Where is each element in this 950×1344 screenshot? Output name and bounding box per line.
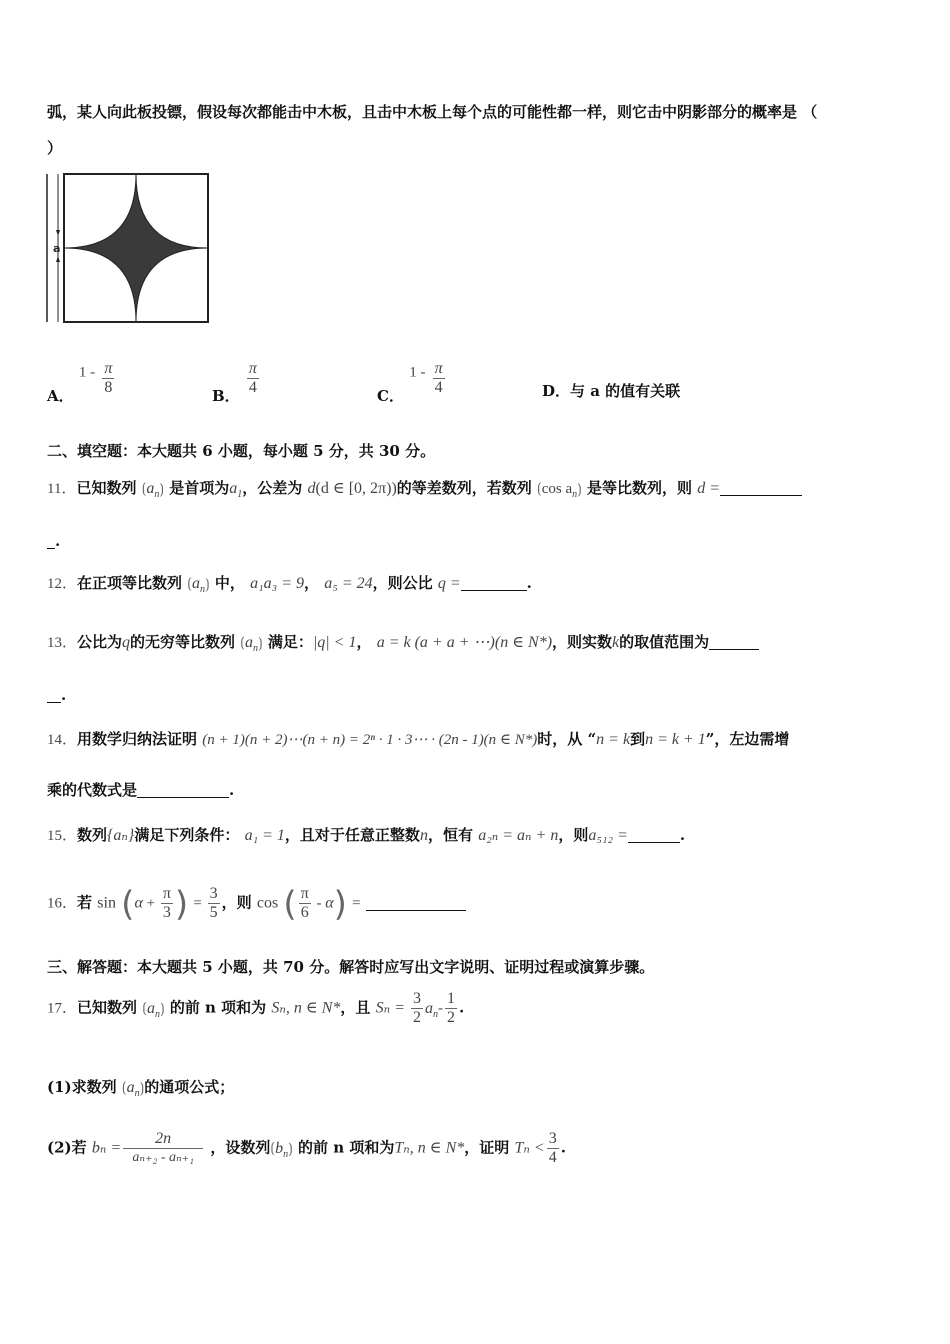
astroid-shaded-diagram — [44, 170, 214, 326]
q14-answer-blank — [137, 783, 229, 798]
q17-number: 17． — [47, 1000, 78, 1017]
question-17: 17．已知数列 $⟮a_n⟯$ 的前 n 项和为 Sₙ, n ∈ N*，且 Sₙ = $\frac{3}{2}$ $a_n-$ $\frac{1}{2}$ . — [47, 990, 465, 1026]
q15-condition-2: a₂ₙ = aₙ + n — [478, 827, 559, 844]
figure-label-a: a — [53, 242, 61, 255]
q13-answer-blank — [709, 635, 759, 650]
question-13-cont: . — [47, 684, 904, 706]
q15-answer-blank — [628, 828, 680, 843]
arrow-down-icon — [56, 230, 60, 236]
part-1-label: (1) — [47, 1078, 72, 1096]
part-2-label: (2) — [47, 1138, 72, 1157]
question-16: 16．若 sin (α + $\frac{\pi}{3}$ ) = $\frac{3}{5}$ ，则 cos ( $\frac{\pi}{6}$ - α) = — [47, 885, 904, 935]
q12-condition-2: a₅ = 24 — [324, 575, 373, 592]
option-b — [212, 360, 261, 406]
option-a — [47, 360, 116, 406]
q13-condition-1: |q| < 1 — [312, 634, 357, 651]
p2-inequality: Tₙ < — [514, 1139, 545, 1157]
q11-number: 11． — [47, 481, 77, 497]
option-b-numerator: π — [248, 360, 257, 377]
q16-sin: sin — [97, 894, 116, 912]
option-c-denominator: 4 — [434, 379, 443, 396]
part-2: (2)若 bₙ = $\frac{2n}{\text{aₙ₊₂ - aₙ₊₁}}$ ，设数列$⟮b_n⟯$ 的前 n 项和为Tₙ, n ∈ N*，证明 Tₙ < $\frac{3}{4}$ . — [47, 1130, 566, 1166]
question-11: 11．已知数列 $⟮a_n⟯$ 是首项为$a_1$，公差为 d(d ∈ [0, 2π))的等差数列，若数列 ⟮cos $a_n⟯$ 是等比数列，则 d = — [47, 477, 904, 506]
q15-number: 15． — [47, 828, 78, 844]
option-a-label: A． — [47, 386, 74, 405]
q13-number: 13． — [47, 635, 78, 651]
question-14-cont: 乘的代数式是 . — [47, 781, 235, 799]
option-c — [377, 360, 447, 406]
q11-answer-blank — [720, 481, 802, 496]
intro-line-1: 弧，某人向此板投镖，假设每次都能击中木板，且击中木板上每个点的可能性都一样，则它击中阴影部分的概率是 （ — [47, 103, 818, 121]
option-d: D．与 a 的值有关联 — [542, 382, 681, 400]
q17-sum-formula: Sₙ = — [375, 999, 409, 1017]
section-2-title: 二、填空题：本大题共 6 小题，每小题 5 分，共 30 分。 — [47, 442, 436, 460]
q15-target: a₅₁₂ = — [588, 827, 628, 844]
option-a-denominator: 8 — [104, 379, 113, 396]
intro-line-2: ） — [47, 139, 63, 157]
q13-domain: (n ∈ N*) — [494, 634, 553, 651]
part-1: (1)求数列 $⟮a_n⟯$的通项公式； — [47, 1078, 235, 1099]
option-a-prefix: 1 - — [78, 364, 96, 381]
square-board-figure — [44, 170, 214, 330]
q12-q-equals: q = — [437, 575, 461, 592]
q12-answer-blank — [461, 576, 527, 591]
q12-number: 12． — [47, 576, 78, 592]
q16-number: 16． — [47, 895, 78, 912]
option-c-label: C． — [377, 386, 404, 405]
option-b-denominator: 4 — [248, 379, 257, 396]
q16-answer-blank — [366, 896, 466, 911]
question-14: 14．用数学归纳法证明 (n + 1)(n + 2)⋯(n + n) = 2ⁿ · 1 · 3⋯ · (2n - 1)(n ∈ N*)时，从 “n = k到n = k + 1”，左边需增 — [47, 730, 790, 748]
q15-condition-1: a₁ = 1 — [244, 827, 285, 844]
question-11-cont: . — [47, 530, 904, 552]
option-c-numerator: π — [434, 360, 443, 377]
p2-b-def: bₙ = — [91, 1139, 122, 1157]
q14-identity: (n + 1)(n + 2)⋯(n + n) = 2ⁿ · 1 · 3⋯ · (2n - 1)(n ∈ N*) — [202, 732, 538, 748]
question-13: 13．公比为q的无穷等比数列 $⟮a_n⟯$ 满足：|q| < 1， a = k (a + a + ⋯)(n ∈ N*)，则实数k的取值范围为 — [47, 631, 904, 660]
q13-condition-2: a = k (a + a + ⋯) — [376, 634, 495, 651]
q17-sum-def: Sₙ, n ∈ N* — [271, 999, 341, 1017]
q11-cos-term: cos a — [541, 481, 573, 497]
q12-condition-1: a₁a₃ = 9 — [250, 575, 304, 592]
arrow-up-icon — [56, 256, 60, 262]
question-12: 12．在正项等比数列 $⟮a_n⟯$ 中， a₁a₃ = 9， a₅ = 24，则公比 q = . — [47, 574, 532, 595]
option-b-label: B． — [212, 386, 240, 405]
q14-number: 14． — [47, 732, 78, 748]
q16-cos: cos — [256, 894, 279, 912]
question-15: 15．数列{aₙ}满足下列条件： a₁ = 1，且对于任意正整数n，恒有 a₂ₙ = aₙ + n，则a₅₁₂ = . — [47, 826, 686, 844]
option-a-numerator: π — [104, 360, 113, 377]
q11-interval: (d ∈ [0, 2π)) — [315, 480, 397, 497]
section-3-title: 三、解答题：本大题共 5 小题，共 70 分。解答时应写出文字说明、证明过程或演算步骤。 — [47, 958, 655, 976]
option-c-prefix: 1 - — [409, 364, 426, 381]
q11-d-equals: d = — [697, 480, 721, 497]
p2-t-def: Tₙ, n ∈ N* — [394, 1139, 465, 1157]
